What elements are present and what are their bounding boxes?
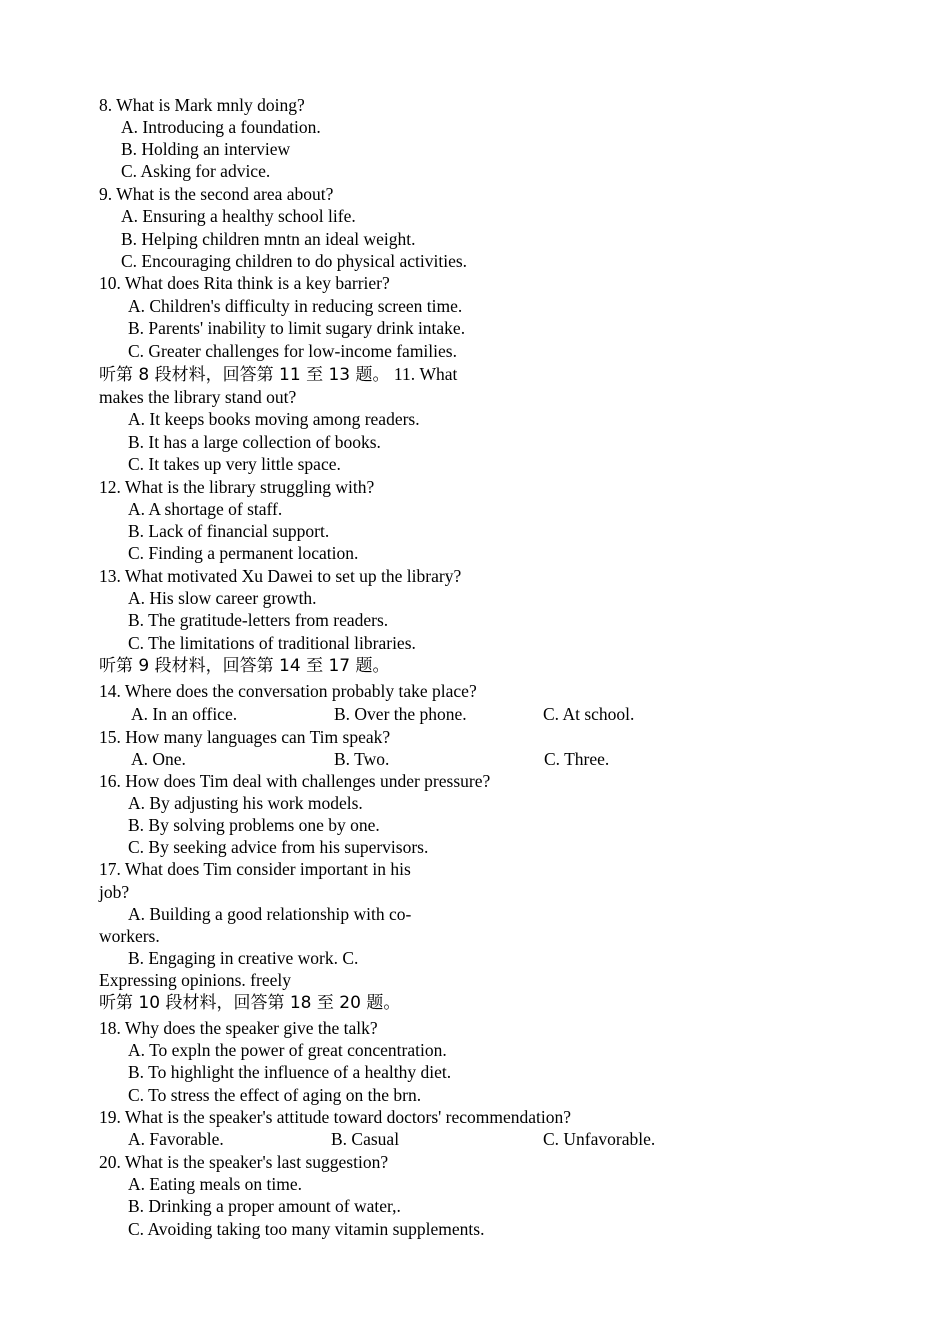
option-13a: A. His slow career growth.: [128, 588, 317, 608]
option-20c: C. Avoiding taking too many vitamin supplements.: [128, 1219, 485, 1239]
option-9c: C. Encouraging children to do physical activities.: [121, 251, 468, 271]
section-8-heading: 听第 8 段材料，回答第 11 至 13 题。: [99, 365, 390, 385]
section-10-heading: 听第 10 段材料，回答第 18 至 20 题。: [99, 993, 401, 1013]
option-8b: B. Holding an interview: [121, 139, 291, 159]
option-10b: B. Parents' inability to limit sugary drink intake.: [128, 318, 466, 338]
option-8c: C. Asking for advice.: [121, 161, 271, 181]
option-10c: C. Greater challenges for low-income families.: [128, 341, 457, 361]
question-11-start: 11. What: [393, 364, 458, 384]
option-17a-cont: workers.: [99, 926, 160, 946]
option-13c: C. The limitations of traditional libraries.: [128, 633, 416, 653]
option-11a: A. It keeps books moving among readers.: [128, 409, 420, 429]
question-9: 9. What is the second area about?: [99, 184, 334, 204]
option-15a: A. One.: [131, 749, 186, 769]
question-13: 13. What motivated Xu Dawei to set up the library?: [99, 566, 462, 586]
option-14a: A. In an office.: [131, 704, 238, 724]
option-20a: A. Eating meals on time.: [128, 1174, 302, 1194]
question-14: 14. Where does the conversation probably take place?: [99, 681, 477, 701]
option-11b: B. It has a large collection of books.: [128, 432, 381, 452]
option-12b: B. Lack of financial support.: [128, 521, 330, 541]
option-13b: B. The gratitude-letters from readers.: [128, 610, 389, 630]
section-8-line: [99, 363, 457, 386]
option-9a: A. Ensuring a healthy school life.: [121, 206, 356, 226]
option-19c: C. Unfavorable.: [543, 1129, 656, 1149]
question-20: 20. What is the speaker's last suggestion?: [99, 1152, 389, 1172]
option-14c: C. At school.: [543, 704, 635, 724]
option-16c: C. By seeking advice from his supervisors.: [128, 837, 429, 857]
question-16: 16. How does Tim deal with challenges under pressure?: [99, 771, 491, 791]
question-18: 18. Why does the speaker give the talk?: [99, 1018, 378, 1038]
question-15: 15. How many languages can Tim speak?: [99, 727, 391, 747]
section-9-heading: 听第 9 段材料，回答第 14 至 17 题。: [99, 656, 390, 676]
option-17a: A. Building a good relationship with co-: [128, 904, 412, 924]
option-19b: B. Casual: [331, 1129, 400, 1149]
option-15b: B. Two.: [334, 749, 390, 769]
option-15c: C. Three.: [544, 749, 610, 769]
option-12a: A. A shortage of staff.: [128, 499, 283, 519]
option-8a: A. Introducing a foundation.: [121, 117, 321, 137]
question-10: 10. What does Rita think is a key barrier?: [99, 273, 390, 293]
option-16b: B. By solving problems one by one.: [128, 815, 380, 835]
option-10a: A. Children's difficulty in reducing screen time.: [128, 296, 463, 316]
question-19: 19. What is the speaker's attitude toward doctors' recommendation?: [99, 1107, 572, 1127]
option-19a: A. Favorable.: [128, 1129, 224, 1149]
question-17-cont: job?: [99, 882, 130, 902]
option-12c: C. Finding a permanent location.: [128, 543, 359, 563]
option-11c: C. It takes up very little space.: [128, 454, 341, 474]
option-18b: B. To highlight the influence of a healthy diet.: [128, 1062, 452, 1082]
option-17b-17c: B. Engaging in creative work. C.: [128, 948, 359, 968]
option-20b: B. Drinking a proper amount of water,.: [128, 1196, 401, 1216]
option-17c-cont: Expressing opinions. freely: [99, 970, 291, 990]
question-17: 17. What does Tim consider important in his: [99, 859, 411, 879]
question-12: 12. What is the library struggling with?: [99, 477, 375, 497]
option-14b: B. Over the phone.: [334, 704, 467, 724]
option-18a: A. To expln the power of great concentration.: [128, 1040, 447, 1060]
option-18c: C. To stress the effect of aging on the brn.: [128, 1085, 422, 1105]
question-8: 8. What is Mark mnly doing?: [99, 95, 305, 115]
option-16a: A. By adjusting his work models.: [128, 793, 363, 813]
question-11-cont: makes the library stand out?: [99, 387, 297, 407]
option-9b: B. Helping children mntn an ideal weight.: [121, 229, 416, 249]
